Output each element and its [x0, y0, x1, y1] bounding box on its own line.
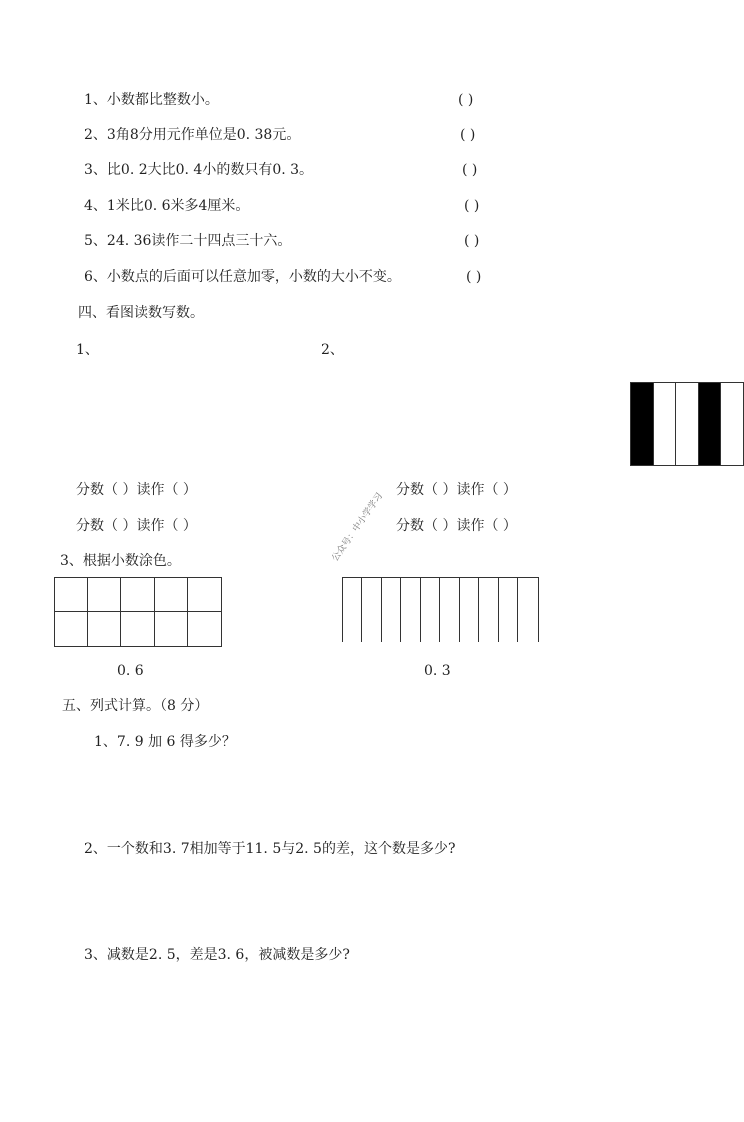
section4-item2-label: 2、 — [321, 342, 344, 358]
judgement-6-paren[interactable]: ( ) — [466, 269, 482, 285]
judgement-6-text: 6、小数点的后面可以任意加零，小数的大小不变。 — [84, 269, 401, 285]
judgement-1-text: 1、小数都比整数小。 — [84, 92, 219, 108]
section5-q3: 3、减数是2. 5，差是3. 6，被减数是多少? — [84, 947, 350, 963]
section5-q1: 1、7. 9 加 6 得多少？ — [94, 734, 236, 750]
watermark: 公众号：中小学学习 — [330, 491, 386, 564]
judgement-3-text: 3、比0. 2大比0. 4小的数只有0. 3。 — [84, 162, 314, 178]
judgement-3-paren[interactable]: ( ) — [462, 162, 478, 178]
fill-row-3[interactable]: 分数（ ）读作（ ） — [396, 482, 517, 498]
color-task-title: 3、根据小数涂色。 — [60, 553, 181, 569]
judgement-2-paren[interactable]: ( ) — [460, 127, 476, 143]
section5-q2: 2、一个数和3. 7相加等于11. 5与2. 5的差，这个数是多少? — [84, 841, 456, 857]
section4-item1-label: 1、 — [76, 342, 99, 358]
grid-10-cells[interactable] — [54, 577, 222, 647]
judgement-1-paren[interactable]: ( ) — [458, 92, 474, 108]
fill-row-1[interactable]: 分数（ ）读作（ ） — [76, 482, 197, 498]
fill-row-4[interactable]: 分数（ ）读作（ ） — [396, 518, 517, 534]
judgement-5-paren[interactable]: ( ) — [464, 233, 480, 249]
fill-row-2[interactable]: 分数（ ）读作（ ） — [76, 518, 197, 534]
striped-bar-figure — [630, 382, 744, 466]
strip-10-parts[interactable] — [342, 577, 539, 642]
judgement-5-text: 5、24. 36读作二十四点三十六。 — [84, 233, 292, 249]
value-left: 0. 6 — [117, 663, 144, 679]
judgement-2-text: 2、3角8分用元作单位是0. 38元。 — [84, 127, 301, 143]
section5-title: 五、列式计算。（8 分） — [62, 698, 209, 714]
judgement-4-paren[interactable]: ( ) — [464, 198, 480, 214]
judgement-4-text: 4、1米比0. 6米多4厘米。 — [84, 198, 250, 214]
section4-title: 四、看图读数写数。 — [78, 305, 204, 321]
value-right: 0. 3 — [424, 663, 451, 679]
